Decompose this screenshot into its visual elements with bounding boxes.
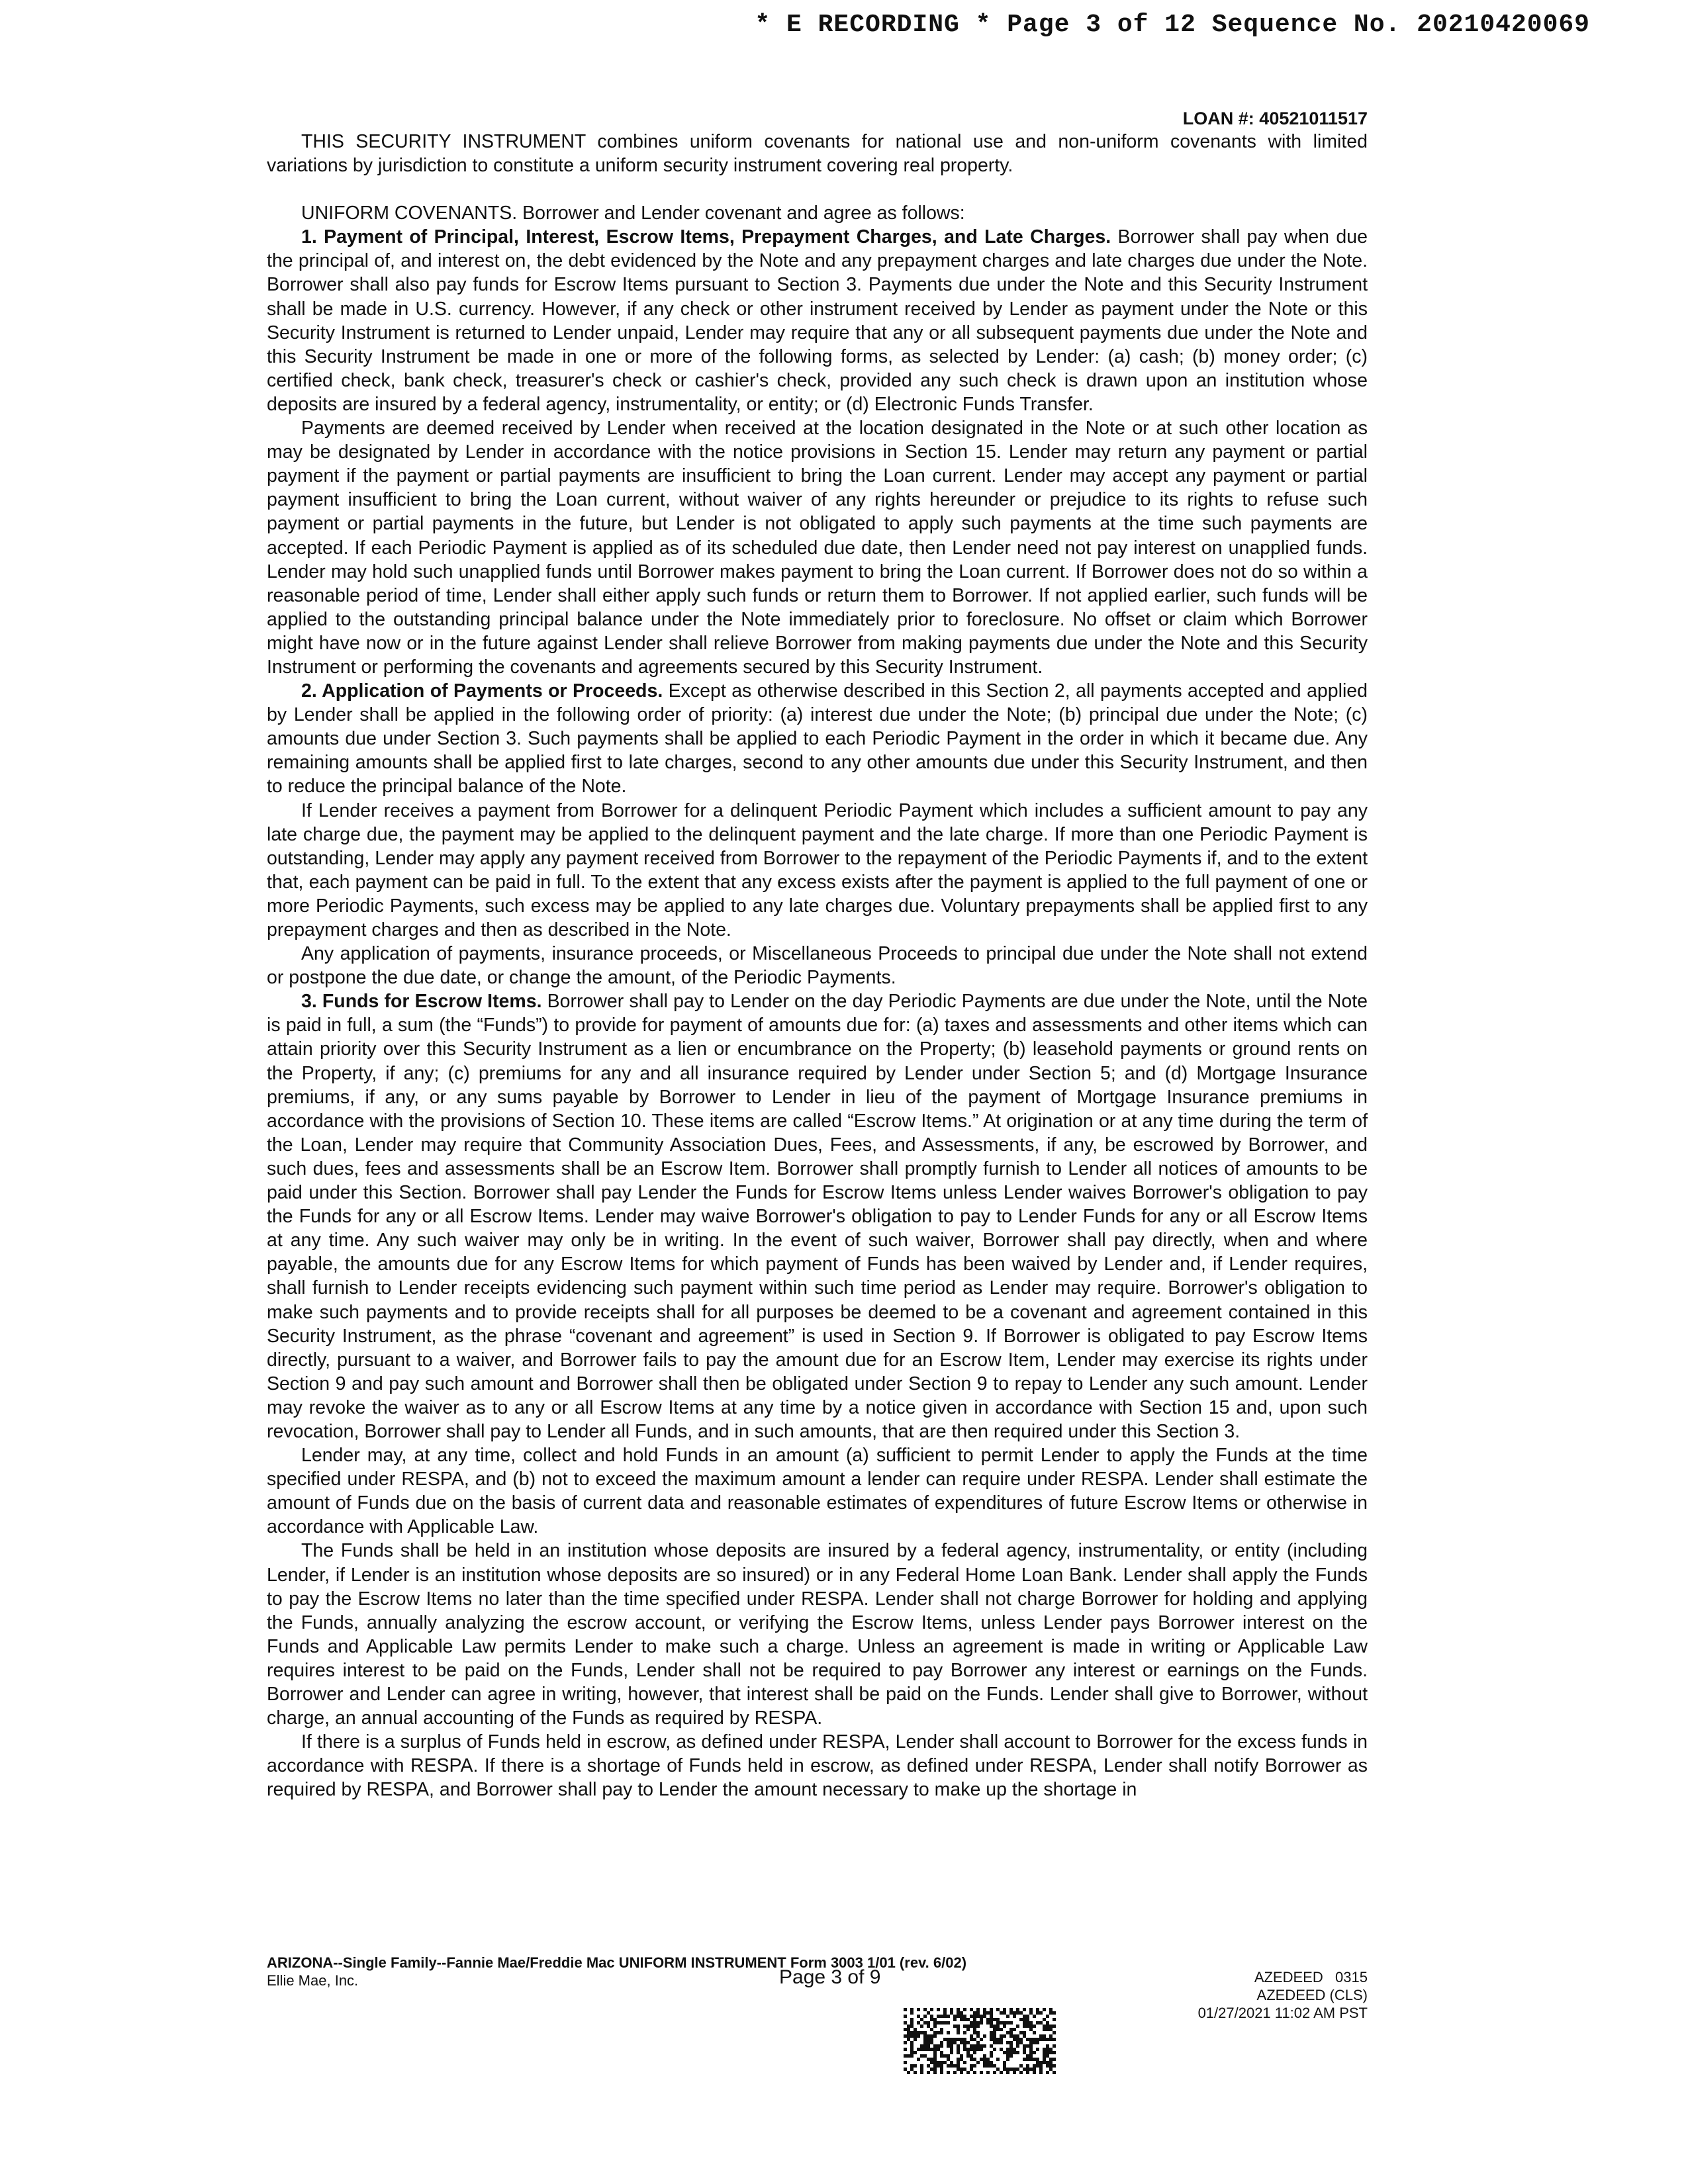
paragraph-section-3 (267, 989, 1368, 1443)
paragraph-text: UNIFORM COVENANTS. Borrower and Lender covenant and agree as follows: (301, 203, 965, 224)
paragraph-section-1 (267, 225, 1368, 416)
loan-number: LOAN #: 40521011517 (1182, 109, 1368, 128)
recording-header: * E RECORDING * Page 3 of 12 Sequence No. 20210420069 (755, 11, 1590, 39)
paragraph-section-3-respa (267, 1443, 1368, 1539)
paragraph-section-3-surplus (267, 1730, 1368, 1801)
paragraph-intro (267, 130, 1368, 177)
form-code: AZEDEED 0315 (1254, 1969, 1368, 1985)
form-identifier: ARIZONA--Single Family--Fannie Mae/Freddie Mac UNIFORM INSTRUMENT Form 3003 1/01 (rev. 6/02) (267, 1954, 967, 1971)
print-timestamp: 01/27/2021 11:02 AM PST (1197, 2005, 1368, 2021)
page-footer (267, 1954, 1368, 2040)
footer-right (1198, 1968, 1368, 2022)
paragraph-section-1-payments (267, 416, 1368, 679)
paragraph-text: If there is a surplus of Funds held in escrow, as defined under RESPA, Lender shall account to Borrower for the excess funds in accordance with RESPA. If there is a shortage of Funds held in escrow, as defined under RESPA, Lender shall notify Borrower as required by RESPA, and Borrower shall pay to Lender the amount necessary to make up the shortage in (267, 1731, 1368, 1801)
barcode-icon (904, 2008, 1056, 2074)
paragraph-section-2-application (267, 942, 1368, 989)
paragraph-text: The Funds shall be held in an institution whose deposits are insured by a federal agency, instrumentality, or entity (including Lender, if Lender is an institution whose deposits are so insured) or in any Federal Home Loan Bank. Lender shall apply the Funds to pay the Escrow Items no later than the time specified under RESPA. Lender shall not charge Borrower for holding and applying the Funds, annually analyzing the escrow account, or verifying the Escrow Items, unless Lender pays Borrower interest on the Funds and Applicable Law permits Lender to make such a charge. Unless an agreement is made in writing or Applicable Law requires interest to be paid on the Funds, Lender shall not be required to pay Borrower any interest or earnings on the Funds. Borrower and Lender can agree in writing, however, that interest shall be paid on the Funds. Lender shall give to Borrower, without charge, an annual accounting of the Funds as required by RESPA. (267, 1540, 1368, 1729)
paragraph-text: Borrower shall pay to Lender on the day Periodic Payments are due under the Note, until the Note is paid in full, a sum (the “Funds”) to provide for payment of amounts due for: (a) taxes and assessments and other items which can attain priority over this Security Instrument as a lien or encumbrance on the Property; (b) leasehold payments or ground rents on the Property, if any; (c) premiums for any and all insurance required by Lender under Section 5; and (d) Mortgage Insurance premiums, if any, or any sums payable by Borrower to Lender in lieu of the payment of Mortgage Insurance premiums in accordance with the provisions of Section 10. These items are called “Escrow Items.” At origination or at any time during the term of the Loan, Lender may require that Community Association Dues, Fees, and Assessments, if any, be escrowed by Borrower, and such dues, fees and assessments shall be an Escrow Item. Borrower shall promptly furnish to Lender all notices of amounts to be paid under this Section. Borrower shall pay Lender the Funds for Escrow Items unless Lender waives Borrower's obligation to pay the Funds for any or all Escrow Items. Lender may waive Borrower's obligation to pay to Lender Funds for any or all Escrow Items at any time. Any such waiver may only be in writing. In the event of such waiver, Borrower shall pay directly, when and where payable, the amounts due for any Escrow Items for which payment of Funds has been waived by Lender and, if Lender requires, shall furnish to Lender receipts evidencing such payment within such time period as Lender may require. Borrower's obligation to make such payments and to provide receipts shall for all purposes be deemed to be a covenant and agreement contained in this Security Instrument, as the phrase “covenant and agreement” is used in Section 9. If Borrower is obligated to pay Escrow Items directly, pursuant to a waiver, and Borrower fails to pay the amount due for an Escrow Item, Lender may exercise its rights under Section 9 and pay such amount and Borrower shall then be obligated under Section 9 to repay to Lender any such amount. Lender may revoke the waiver as to any or all Escrow Items at any time by a notice given in accordance with Section 15 and, upon such revocation, Borrower shall pay to Lender all Funds, and in such amounts, that are then required under this Section 3. (267, 991, 1368, 1442)
section-heading: 1. Payment of Principal, Interest, Escrow Items, Prepayment Charges, and Late Charges. (301, 226, 1111, 248)
paragraph-text: Lender may, at any time, collect and hold Funds in an amount (a) sufficient to permit Lender to apply the Funds at the time specified under RESPA, and (b) not to exceed the maximum amount a lender can require under RESPA. Lender shall estimate the amount of Funds due on the basis of current data and reasonable estimates of expenditures of future Escrow Items or otherwise in accordance with Applicable Law. (267, 1445, 1368, 1538)
paragraph-section-2-delinquent (267, 799, 1368, 942)
section-heading: 2. Application of Payments or Proceeds. (301, 680, 663, 702)
paragraph-text: Any application of payments, insurance proceeds, or Miscellaneous Proceeds to principal due under the Note shall not extend or postpone the due date, or change the amount, of the Periodic Payments. (267, 943, 1368, 989)
section-heading: 3. Funds for Escrow Items. (301, 991, 542, 1013)
paragraph-section-2 (267, 679, 1368, 798)
paragraph-text: THIS SECURITY INSTRUMENT combines uniform covenants for national use and non-uniform covenants with limited variations by jurisdiction to constitute a uniform security instrument covering real property. (267, 131, 1368, 177)
paragraph-uniform-covenants (267, 201, 1368, 225)
paragraph-section-3-funds-held (267, 1539, 1368, 1730)
page-number: Page 3 of 9 (779, 1966, 881, 1988)
paragraph-text: Borrower shall pay when due the principal of, and interest on, the debt evidenced by the Note and any prepayment charges and late charges due under the Note. Borrower shall also pay funds for Escrow Items pursuant to Section 3. Payments due under the Note and this Security Instrument shall be made in U.S. currency. However, if any check or other instrument received by Lender as payment under the Note or this Security Instrument is returned to Lender unpaid, Lender may require that any or all subsequent payments due under the Note and this Security Instrument be made in one or more of the following forms, as selected by Lender: (a) cash; (b) money order; (c) certified check, bank check, treasurer's check or cashier's check, provided any such check is drawn upon an institution whose deposits are insured by a federal agency, instrumentality, or entity; or (d) Electronic Funds Transfer. (267, 226, 1368, 415)
company-name: Ellie Mae, Inc. (267, 1972, 359, 1989)
paragraph-text: Except as otherwise described in this Section 2, all payments accepted and applied by Lender shall be applied in the following order of priority: (a) interest due under the Note; (b) principal due under the Note; (c) amounts due under Section 3. Such payments shall be applied to each Periodic Payment in the order in which it became due. Any remaining amounts shall be applied first to late charges, second to any other amounts due under this Security Instrument, and then to reduce the principal balance of the Note. (267, 680, 1368, 797)
document-body (267, 130, 1368, 1801)
paragraph-text: Payments are deemed received by Lender when received at the location designated in the Note or at such other location as may be designated by Lender in accordance with the notice provisions in Section 15. Lender may return any payment or partial payment if the payment or partial payments are insufficient to bring the Loan current. Lender may accept any payment or partial payment insufficient to bring the Loan current, without waiver of any rights hereunder or prejudice to its rights to refuse such payment or partial payments in the future, but Lender is not obligated to apply such payments at the time such payments are accepted. If each Periodic Payment is applied as of its scheduled due date, then Lender need not pay interest on unapplied funds. Lender may hold such unapplied funds until Borrower makes payment to bring the Loan current. If Borrower does not do so within a reasonable period of time, Lender shall either apply such funds or return them to Borrower. If not applied earlier, such funds will be applied to the outstanding principal balance under the Note immediately prior to foreclosure. No offset or claim which Borrower might have now or in the future against Lender shall relieve Borrower from making payments due under the Note and this Security Instrument or performing the covenants and agreements secured by this Security Instrument. (267, 418, 1368, 678)
paragraph-text: If Lender receives a payment from Borrower for a delinquent Periodic Payment which includes a sufficient amount to pay any late charge due, the payment may be applied to the delinquent payment and the late charge. If more than one Periodic Payment is outstanding, Lender may apply any payment received from Borrower to the repayment of the Periodic Payments if, and to the extent that, each payment can be paid in full. To the extent that any excess exists after the payment is applied to the full payment of one or more Periodic Payments, such excess may be applied to any late charges due. Voluntary prepayments shall be applied first to any prepayment charges and then as described in the Note. (267, 799, 1368, 940)
form-code-cls: AZEDEED (CLS) (1256, 1987, 1368, 2003)
